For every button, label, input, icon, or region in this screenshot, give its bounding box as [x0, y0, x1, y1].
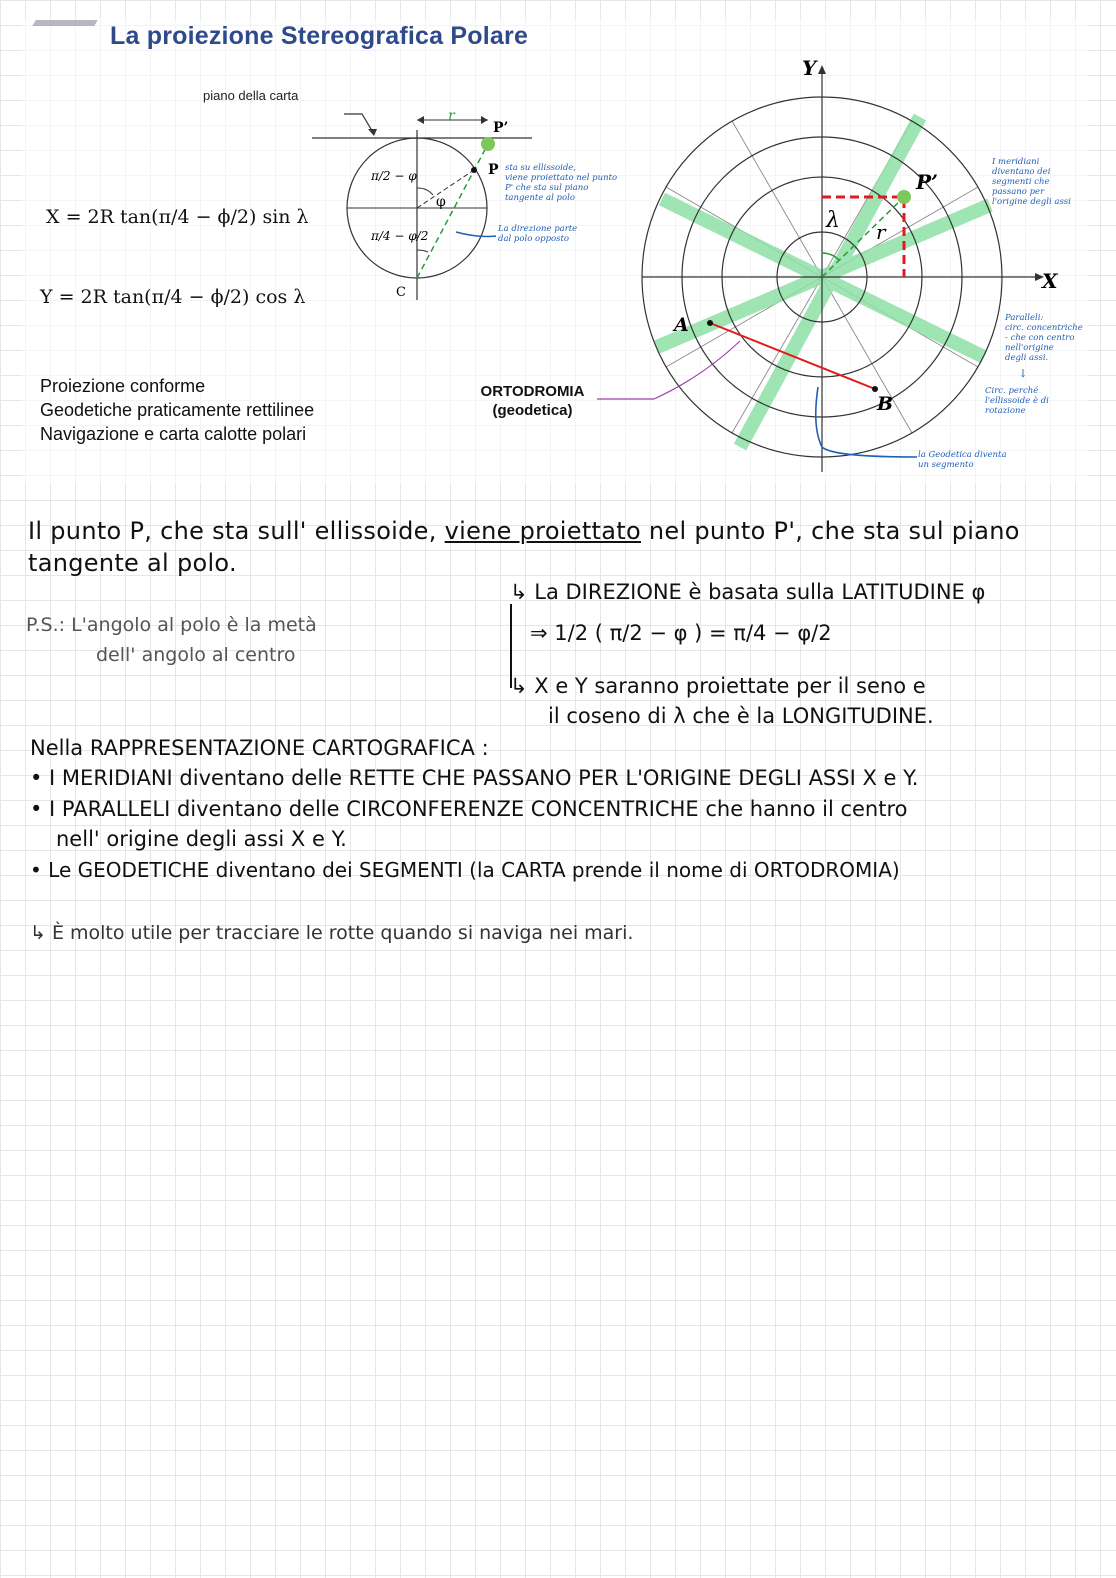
a-label: A: [674, 314, 689, 336]
ortodromia-label: ORTODROMIA (geodetica): [480, 383, 585, 419]
note-line-2: tangente al polo.: [28, 549, 237, 577]
point-p-prime: [481, 137, 495, 151]
xy-line-2: il coseno di λ che è la LONGITUDINE.: [548, 704, 934, 728]
geodesic-segment: [710, 323, 875, 389]
formula-x: X = 2R tan(π/4 − ϕ/2) sin λ: [46, 206, 309, 228]
bullet-paralleli-cont: nell' origine degli assi X e Y.: [56, 827, 347, 851]
circ-perche-note: Circ. perché l'ellissoide è di rotazione: [985, 386, 1049, 416]
meridiani-note: I meridiani diventano dei segmenti che passano per l'origine degli assi: [992, 157, 1071, 207]
stereographic-construction-figure: [300, 100, 640, 330]
ps-line-2: dell' angolo al centro: [96, 644, 296, 666]
point-p: [471, 167, 477, 173]
down-arrow-icon: ↓: [1018, 367, 1028, 380]
projection-ray: [417, 144, 488, 278]
point-b: [872, 386, 878, 392]
point-a: [707, 320, 713, 326]
p-label: P: [488, 162, 499, 178]
highlighted-meridians: [657, 117, 990, 447]
bullet-rotte: ↳ È molto utile per tracciare le rotte quando si naviga nei mari.: [30, 922, 634, 944]
phi-label: φ: [436, 194, 446, 210]
geodetica-note: la Geodetica diventa un segmento: [918, 450, 1007, 470]
y-axis-label: Y: [802, 56, 817, 80]
direction-note: La direzione parte dal polo opposto: [498, 224, 578, 244]
p-prime-label-right: P’: [916, 170, 939, 194]
angle-bottom-label: π/4 − φ/2: [371, 229, 429, 243]
lambda-label: λ: [826, 208, 840, 233]
bullet-meridiani: • I MERIDIANI diventano delle RETTE CHE PASSANO PER L'ORIGINE DEGLI ASSI X e Y.: [30, 766, 919, 790]
formula-y: Y = 2R tan(π/4 − ϕ/2) cos λ: [40, 286, 306, 308]
r-label-right: r: [876, 220, 886, 244]
p-prime-point: [897, 190, 911, 204]
p-note: sta su ellissoide, viene proiettato nel punto P' che sta sul piano tangente al polo: [505, 163, 618, 203]
c-label: C: [396, 285, 406, 300]
rappresentazione-title: Nella RAPPRESENTAZIONE CARTOGRAFICA :: [30, 736, 489, 760]
ps-line-1: P.S.: L'angolo al polo è la metà: [26, 614, 317, 636]
bullet-paralleli: • I PARALLELI diventano delle CIRCONFERENZE CONCENTRICHE che hanno il centro: [30, 797, 908, 821]
plane-label: piano della carta: [203, 88, 299, 103]
angle-top-label: π/2 − φ: [371, 169, 417, 183]
r-label: r: [448, 108, 455, 124]
corner-image-fragment: [32, 20, 97, 26]
geodetica-pointer: [816, 387, 917, 457]
x-axis-label: X: [1042, 269, 1058, 293]
xy-line-1: ↳ X e Y saranno proiettate per il seno e: [510, 674, 926, 698]
plane-pointer-arrow: [344, 114, 374, 134]
bullet-geodetiche: • Le GEODETICHE diventano dei SEGMENTI (la CARTA prende il nome di ORTODROMIA): [30, 858, 900, 882]
direction-line: ↳ La DIREZIONE è basata sulla LATITUDINE φ: [510, 580, 986, 604]
slide-title: La proiezione Stereografica Polare: [110, 22, 529, 50]
note-line-1: Il punto P, che sta sull' ellissoide, viene proiettato nel punto P', che sta sul piano: [28, 517, 1020, 545]
paralleli-note: Paralleli: circ. concentriche - che con centro nell'origine degli assi.: [1005, 313, 1083, 363]
slide-bullets: Proiezione conforme Geodetiche praticamente rettilinee Navigazione e carta calotte polari: [40, 376, 315, 444]
b-label: B: [877, 393, 894, 415]
half-angle-formula: ⇒ 1/2 ( π/2 − φ ) = π/4 − φ/2: [530, 621, 832, 645]
p-prime-label: P’: [493, 120, 509, 136]
